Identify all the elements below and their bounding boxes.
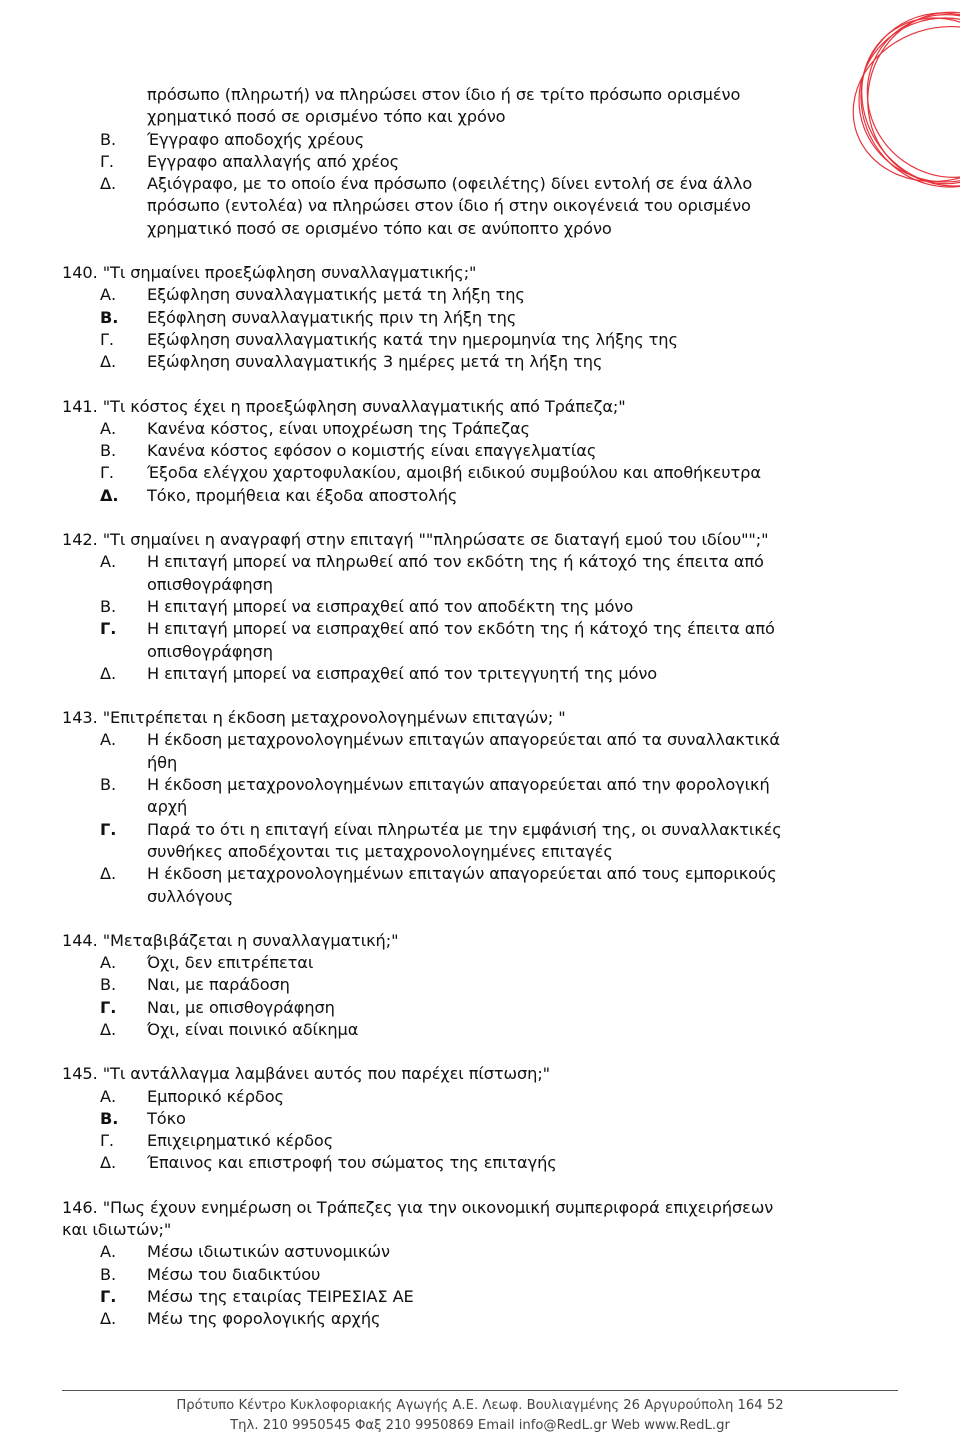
option-text: Η επιταγή μπορεί να εισπραχθεί από τον τριτεγγυητή της μόνο (147, 663, 658, 683)
option-letter: Δ. (100, 352, 117, 372)
question-title: 143. "Επιτρέπεται η έκδοση μεταχρονολογημένων επιταγών; " (62, 708, 566, 728)
option-text: Η έκδοση μεταχρονολογημένων επιταγών απαγορεύεται από την φορολογική αρχή (147, 775, 770, 817)
answer-option (62, 663, 802, 685)
redl-logo (780, 0, 960, 1300)
answer-option (62, 1308, 802, 1330)
option-text: Τόκο, προμήθεια και έξοδα αποστολής (147, 485, 458, 505)
answer-option (62, 1108, 802, 1130)
document-body (62, 84, 802, 1331)
option-letter: Δ. (100, 864, 117, 884)
answer-option (62, 173, 802, 240)
option-letter: Γ. (100, 1131, 114, 1151)
option-text: Τόκο (147, 1108, 186, 1128)
option-text: Εξώφληση συναλλαγματικής μετά τη λήξη της (147, 285, 525, 305)
answer-option (62, 952, 802, 974)
option-letter: Δ. (100, 663, 117, 683)
question-title: 145. "Τι αντάλλαγμα λαμβάνει αυτός που παρέχει πίστωση;" (62, 1064, 551, 1084)
option-text: Η επιταγή μπορεί να εισπραχθεί από τον εκδότη της ή κάτοχό της έπειτα από οπισθογράφηση (147, 619, 775, 661)
answer-option (62, 1086, 802, 1108)
option-text: Παρά το ότι η επιταγή είναι πληρωτέα με την εμφάνισή της, οι συναλλακτικές συνθήκες αποδέχονται τις μεταχρονολογημένες επιταγές (147, 819, 782, 861)
option-text: Εξόφληση συναλλαγματικής πριν τη λήξη της (147, 307, 517, 327)
question-block (62, 1063, 802, 1174)
option-text: Αξιόγραφο, με το οποίο ένα πρόσωπο (οφειλέτης) δίνει εντολή σε ένα άλλο πρόσωπο (εντολέα) να πληρώσει στον ίδιο ή στην οικογένειά του ορισμένο χρηματικό ποσό σε ορισμένο τόπο και σε ανύποπτο χρόνο (147, 174, 753, 238)
option-text: Μέσω της εταιρίας ΤΕΙΡΕΣΙΑΣ ΑΕ (147, 1286, 414, 1306)
answer-option (62, 596, 802, 618)
option-letter: Γ. (100, 1286, 117, 1306)
answer-option (62, 129, 802, 151)
option-letter: Β. (100, 1264, 117, 1284)
answer-option (62, 1152, 802, 1174)
option-letter: Β. (100, 129, 117, 149)
option-letter: Β. (100, 975, 117, 995)
option-text: Όχι, δεν επιτρέπεται (147, 953, 314, 973)
option-letter: Γ. (100, 151, 114, 171)
option-text: Επιχειρηματικό κέρδος (147, 1131, 334, 1151)
answer-option (62, 307, 802, 329)
option-letter: Α. (100, 1242, 117, 1262)
option-letter: Α. (100, 1086, 117, 1106)
option-letter: Α. (100, 285, 117, 305)
footer-address: Πρότυπο Κέντρο Κυκλοφοριακής Αγωγής Α.Ε. Λεωφ. Βουλιαγμένης 26 Αργυρούπολη 164 52 (176, 1398, 784, 1413)
page-footer (0, 1396, 960, 1436)
answer-option (62, 863, 802, 908)
option-letter: Δ. (100, 1153, 117, 1173)
option-letter: Γ. (100, 463, 114, 483)
option-letter: Β. (100, 1108, 119, 1128)
option-letter: Β. (100, 307, 119, 327)
option-text: Μέω της φορολογικής αρχής (147, 1309, 381, 1329)
option-text: Εμπορικό κέρδος (147, 1086, 284, 1106)
answer-option (62, 485, 802, 507)
option-text: Έγγραφο αποδοχής χρέους (147, 129, 365, 149)
footer-contact: Τηλ. 210 9950545 Φαξ 210 9950869 Email info@RedL.gr Web www.RedL.gr (230, 1418, 730, 1433)
option-text: Εγγραφο απαλλαγής από χρέος (147, 151, 400, 171)
answer-option (62, 1019, 802, 1041)
option-letter: Α. (100, 730, 117, 750)
option-text: Έξοδα ελέγχου χαρτοφυλακίου, αμοιβή ειδικού συμβούλου και αποθήκευτρα (147, 463, 761, 483)
option-letter: Δ. (100, 485, 119, 505)
option-letter: Β. (100, 441, 117, 461)
question-block (62, 529, 802, 685)
answer-option (62, 1286, 802, 1308)
question-block (62, 930, 802, 1041)
answer-option (62, 618, 802, 663)
continuation-line: πρόσωπο (πληρωτή) να πληρώσει στον ίδιο ή σε τρίτο πρόσωπο ορισμένο (147, 85, 741, 104)
answer-option (62, 974, 802, 996)
option-text: Κανένα κόστος, είναι υποχρέωση της Τράπεζας (147, 418, 530, 438)
answer-option (62, 351, 802, 373)
option-text: Η επιταγή μπορεί να εισπραχθεί από τον αποδέκτη της μόνο (147, 596, 634, 616)
answer-option (62, 997, 802, 1019)
option-letter: Α. (100, 953, 117, 973)
question-title: 144. "Μεταβιβάζεται η συναλλαγματική;" (62, 930, 399, 950)
option-text: Ναι, με παράδοση (147, 975, 290, 995)
answer-option (62, 1130, 802, 1152)
option-text: Κανένα κόστος εφόσον ο κομιστής είναι επαγγελματίας (147, 441, 597, 461)
question-block (62, 707, 802, 908)
option-text: Εξώφληση συναλλαγματικής κατά την ημερομηνία της λήξης της (147, 329, 678, 349)
question-block (62, 1197, 802, 1331)
question-title: 141. "Τι κόστος έχει η προεξώφληση συναλλαγματικής από Τράπεζα;" (62, 396, 626, 416)
option-text: Όχι, είναι ποινικό αδίκημα (147, 1019, 359, 1039)
option-letter: Γ. (100, 819, 117, 839)
option-text: Η έκδοση μεταχρονολογημένων επιταγών απαγορεύεται από τους εμπορικούς συλλόγους (147, 864, 777, 906)
answer-option (62, 329, 802, 351)
footer-divider (62, 1390, 898, 1391)
option-letter: Γ. (100, 997, 117, 1017)
option-letter: Γ. (100, 329, 114, 349)
question-title: 142. "Τι σημαίνει η αναγραφή στην επιταγή ""πληρώσατε σε διαταγή εμού του ιδίου"";" (62, 530, 769, 550)
logo-circle-scribble (828, 0, 960, 220)
option-letter: Γ. (100, 619, 117, 639)
option-text: Ναι, με οπισθογράφηση (147, 997, 335, 1017)
answer-option (62, 551, 802, 596)
option-letter: Δ. (100, 1019, 117, 1039)
answer-option (62, 151, 802, 173)
question-block (62, 262, 802, 373)
answer-option (62, 819, 802, 864)
option-letter: Δ. (100, 1309, 117, 1329)
answer-option (62, 284, 802, 306)
answer-option (62, 418, 802, 440)
option-text: Η επιταγή μπορεί να πληρωθεί από τον εκδότη της ή κάτοχό της έπειτα από οπισθογράφηση (147, 552, 764, 594)
continuation-line: χρηματικό ποσό σε ορισμένο τόπο και χρόνο (147, 107, 506, 127)
option-text: Μέσω του διαδικτύου (147, 1264, 321, 1284)
option-text: Η έκδοση μεταχρονολογημένων επιταγών απαγορεύεται από τα συναλλακτικά ήθη (147, 730, 780, 772)
answer-option (62, 1264, 802, 1286)
option-text: Έπαινος και επιστροφή του σώματος της επιταγής (147, 1153, 557, 1173)
continuation-block (62, 84, 802, 240)
option-letter: Δ. (100, 174, 117, 194)
answer-option (62, 729, 802, 774)
option-letter: Β. (100, 596, 117, 616)
answer-option (62, 774, 802, 819)
question-block (62, 396, 802, 507)
answer-option (62, 440, 802, 462)
answer-option (62, 1241, 802, 1263)
option-letter: Α. (100, 418, 117, 438)
question-title: 146. "Πως έχουν ενημέρωση οι Τράπεζες για την οικονομική συμπεριφορά επιχειρήσεων και ιδιωτών;" (62, 1197, 774, 1240)
option-text: Εξώφληση συναλλαγματικής 3 ημέρες μετά τη λήξη της (147, 352, 603, 372)
question-title: 140. "Τι σημαίνει προεξώφληση συναλλαγματικής;" (62, 263, 477, 283)
option-letter: Β. (100, 775, 117, 795)
option-text: Μέσω ιδιωτικών αστυνομικών (147, 1242, 390, 1262)
option-letter: Α. (100, 552, 117, 572)
answer-option (62, 462, 802, 484)
